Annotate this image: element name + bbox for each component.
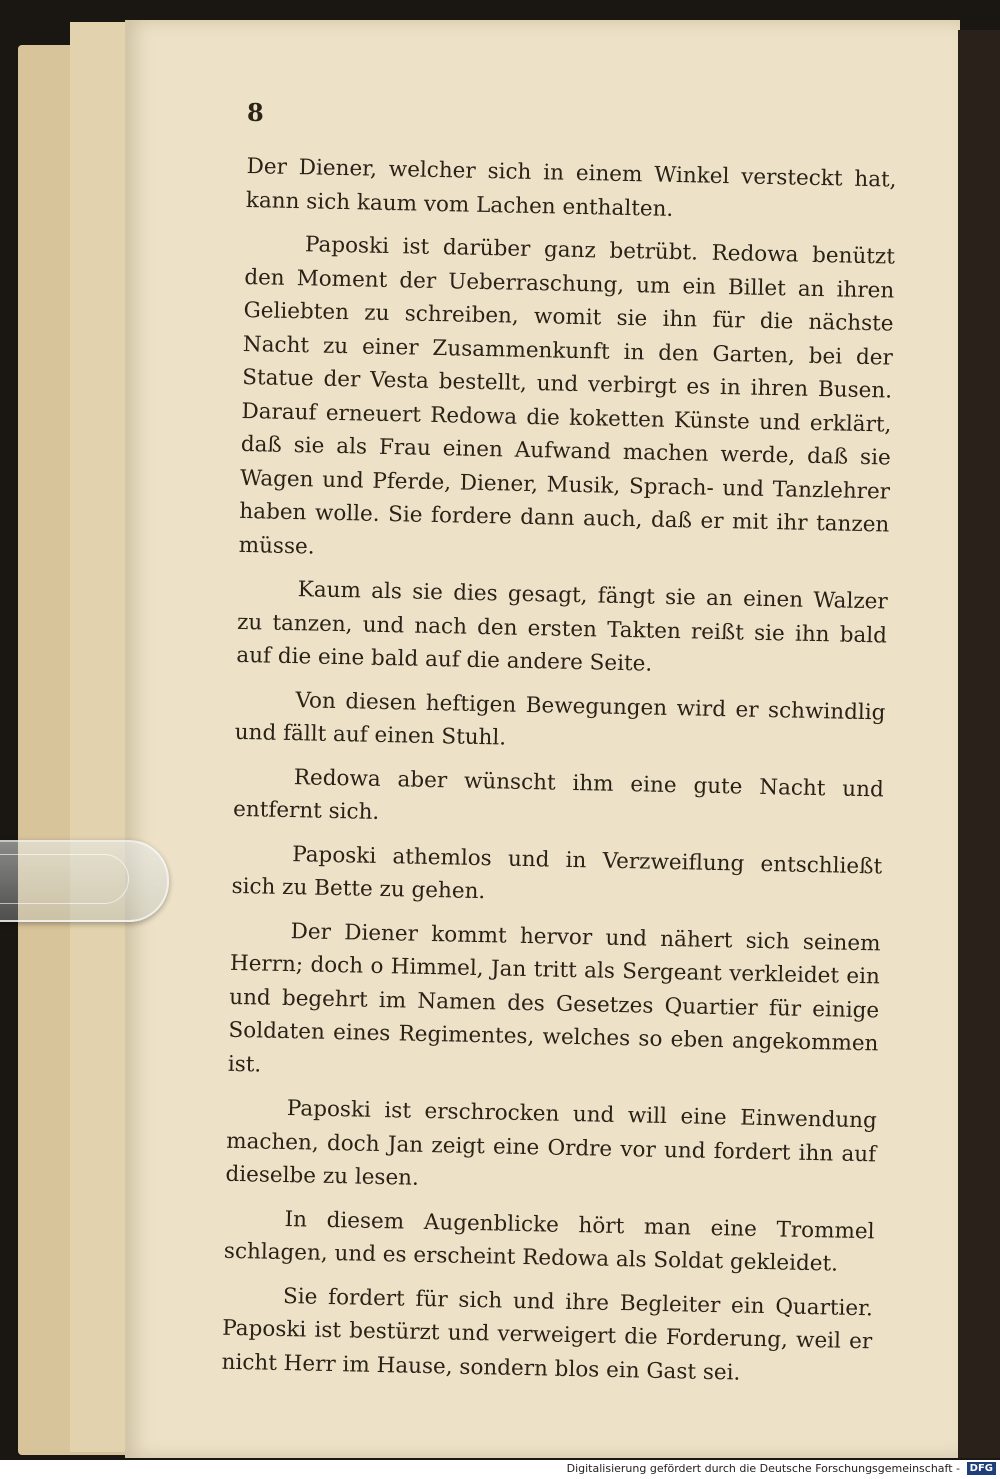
digitization-credit: Digitalisierung gefördert durch die Deutsche Forschungsgemeinschaft - (566, 1462, 960, 1475)
dfg-logo-icon: DFG (967, 1462, 996, 1475)
paragraph: Der Diener kommt hervor und nähert sich seinem Herrn; doch o Himmel, Jan tritt als Sergeant verkleidet ein und begehrt im Namen des Gesetzes Quartier für einige Soldaten eines Regimentes, welches so eben angekommen ist. (227, 918, 881, 1077)
paragraph: Redowa aber wünscht ihm eine gute Nacht und entfernt sich. (232, 764, 885, 825)
paragraph: Paposki ist darüber ganz betrübt. Redowa benützt den Moment der Ueberraschung, um ein Billet an ihren Geliebten zu schreiben, womit sie ihn für die nächste Nacht zu einer Zusammenkunft in den Garten, bei der Statue der Vesta bestellt, und verbirgt es in ihren Busen. Darauf erneuert Redowa die koketten Künste und erklärt, daß sie als Frau einen Aufwand machen werde, daß sie Wagen und Pferde, Diener, Musik, Sprach- und Tanzlehrer haben wolle. Sie fordere dann auch, daß er mit ihr tanzen müsse. (238, 232, 896, 559)
page-text (221, 150, 897, 1402)
paragraph: Sie fordert für sich und ihre Begleiter ein Quartier. Paposki ist bestürzt und verweigert die Forderung, weil er nicht Herr im Hause, sondern blos ein Gast sei. (221, 1283, 874, 1386)
book-clip (0, 840, 169, 922)
paragraph: Von diesen heftigen Bewegungen wird er schwindlig und fällt auf einen Stuhl. (234, 687, 886, 751)
paragraph: Der Diener, welcher sich in einem Winkel versteckt hat, kann sich kaum vom Lachen enthalten. (245, 153, 897, 222)
paragraph: Paposki ist erschrocken und will eine Einwendung machen, doch Jan zeigt eine Ordre vor und fordert ihn auf dieselbe zu lesen. (225, 1096, 878, 1191)
paragraph: Paposki athemlos und in Verzweiflung entschließt sich zu Bette zu gehen. (231, 841, 883, 905)
book-spine-shadow (958, 30, 1000, 1458)
page-number: 8 (247, 98, 264, 127)
paragraph: Kaum als sie dies gesagt, fängt sie an einen Walzer zu tanzen, und nach den ersten Takten reißt sie ihn bald auf die eine bald auf die andere Seite. (236, 577, 888, 677)
book-clip-highlight (0, 854, 129, 904)
paragraph: In diesem Augenblicke hört man eine Trommel schlagen, und es erscheint Redowa als Soldat gekleidet. (223, 1206, 875, 1277)
